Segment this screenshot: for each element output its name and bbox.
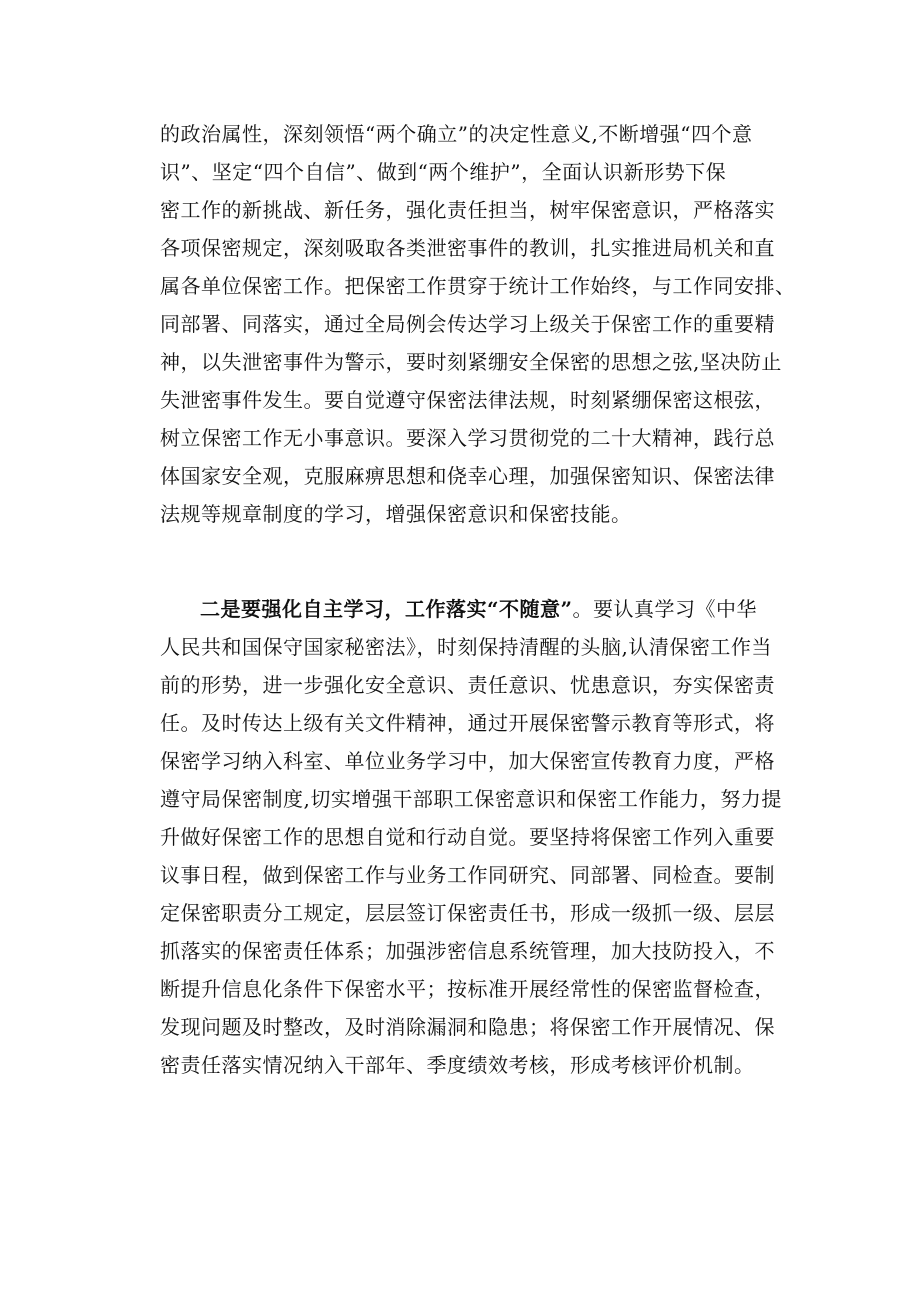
paragraph-1-line: 失泄密事件发生。要自觉遵守保密法律法规，时刻紧绷保密这根弦， xyxy=(160,388,775,412)
paragraph-2 xyxy=(160,590,800,1084)
paragraph-2-line: 断提升信息化条件下保密水平；按标准开展经常性的保密监督检查， xyxy=(160,977,775,1001)
paragraph-1-line: 树立保密工作无小事意识。要深入学习贯彻党的二十大精神，践行总 xyxy=(160,426,775,450)
paragraph-1-line: 神，以失泄密事件为警示，要时刻紧绷安全保密的思想之弦,坚决防止 xyxy=(160,350,782,374)
paragraph-1-line: 同部署、同落实，通过全局例会传达学习上级关于保密工作的重要精 xyxy=(160,312,775,336)
paragraph-2-line: 任。及时传达上级有关文件精神，通过开展保密警示教育等形式，将 xyxy=(160,711,775,735)
paragraph-2-line: 定保密职责分工规定，层层签订保密责任书，形成一级抓一级、层层 xyxy=(160,901,775,925)
paragraph-1-line: 的政治属性，深刻领悟“两个确立”的决定性意义,不断增强“四个意 xyxy=(160,122,753,146)
paragraph-2-first-line-rest: 。要认真学习《中华 xyxy=(572,597,758,621)
paragraph-1-line: 密工作的新挑战、新任务，强化责任担当，树牢保密意识，严格落实 xyxy=(160,198,775,222)
paragraph-1-line: 各项保密规定，深刻吸取各类泄密事件的教训，扎实推进局机关和直 xyxy=(160,236,775,260)
paragraph-1-line: 识”、坚定“四个自信”、做到“两个维护”，全面认识新形势下保 xyxy=(160,160,727,184)
paragraph-2-line: 发现问题及时整改，及时消除漏洞和隐患；将保密工作开展情况、保 xyxy=(160,1015,775,1039)
paragraph-2-line: 升做好保密工作的思想自觉和行动自觉。要坚持将保密工作列入重要 xyxy=(160,825,775,849)
paragraph-2-line: 前的形势，进一步强化安全意识、责任意识、忧患意识，夯实保密责 xyxy=(160,673,775,697)
paragraph-1-line: 法规等规章制度的学习，增强保密意识和保密技能。 xyxy=(160,502,632,526)
paragraph-1-line: 体国家安全观，克服麻痹思想和侥幸心理，加强保密知识、保密法律 xyxy=(160,464,775,488)
paragraph-2-line: 抓落实的保密责任体系；加强涉密信息系统管理，加大技防投入，不 xyxy=(160,939,775,963)
paragraph-2-heading: 二是要强化自主学习，工作落实“不随意” xyxy=(200,597,573,621)
paragraph-2-line: 遵守局保密制度,切实增强干部职工保密意识和保密工作能力，努力提 xyxy=(160,787,782,811)
paragraph-2-line: 保密学习纳入科室、单位业务学习中，加大保密宣传教育力度，严格 xyxy=(160,749,775,773)
paragraph-2-first-line xyxy=(160,590,800,628)
paragraph-2-line: 人民共和国保守国家秘密法》，时刻保持清醒的头脑,认清保密工作当 xyxy=(160,635,772,659)
paragraph-2-line: 议事日程，做到保密工作与业务工作同研究、同部署、同检查。要制 xyxy=(160,863,775,887)
paragraph-2-line: 密责任落实情况纳入干部年、季度绩效考核，形成考核评价机制。 xyxy=(160,1053,755,1077)
paragraph-1-line: 属各单位保密工作。把保密工作贯穿于统计工作始终，与工作同安排、 xyxy=(160,274,796,298)
paragraph-1 xyxy=(160,115,800,533)
